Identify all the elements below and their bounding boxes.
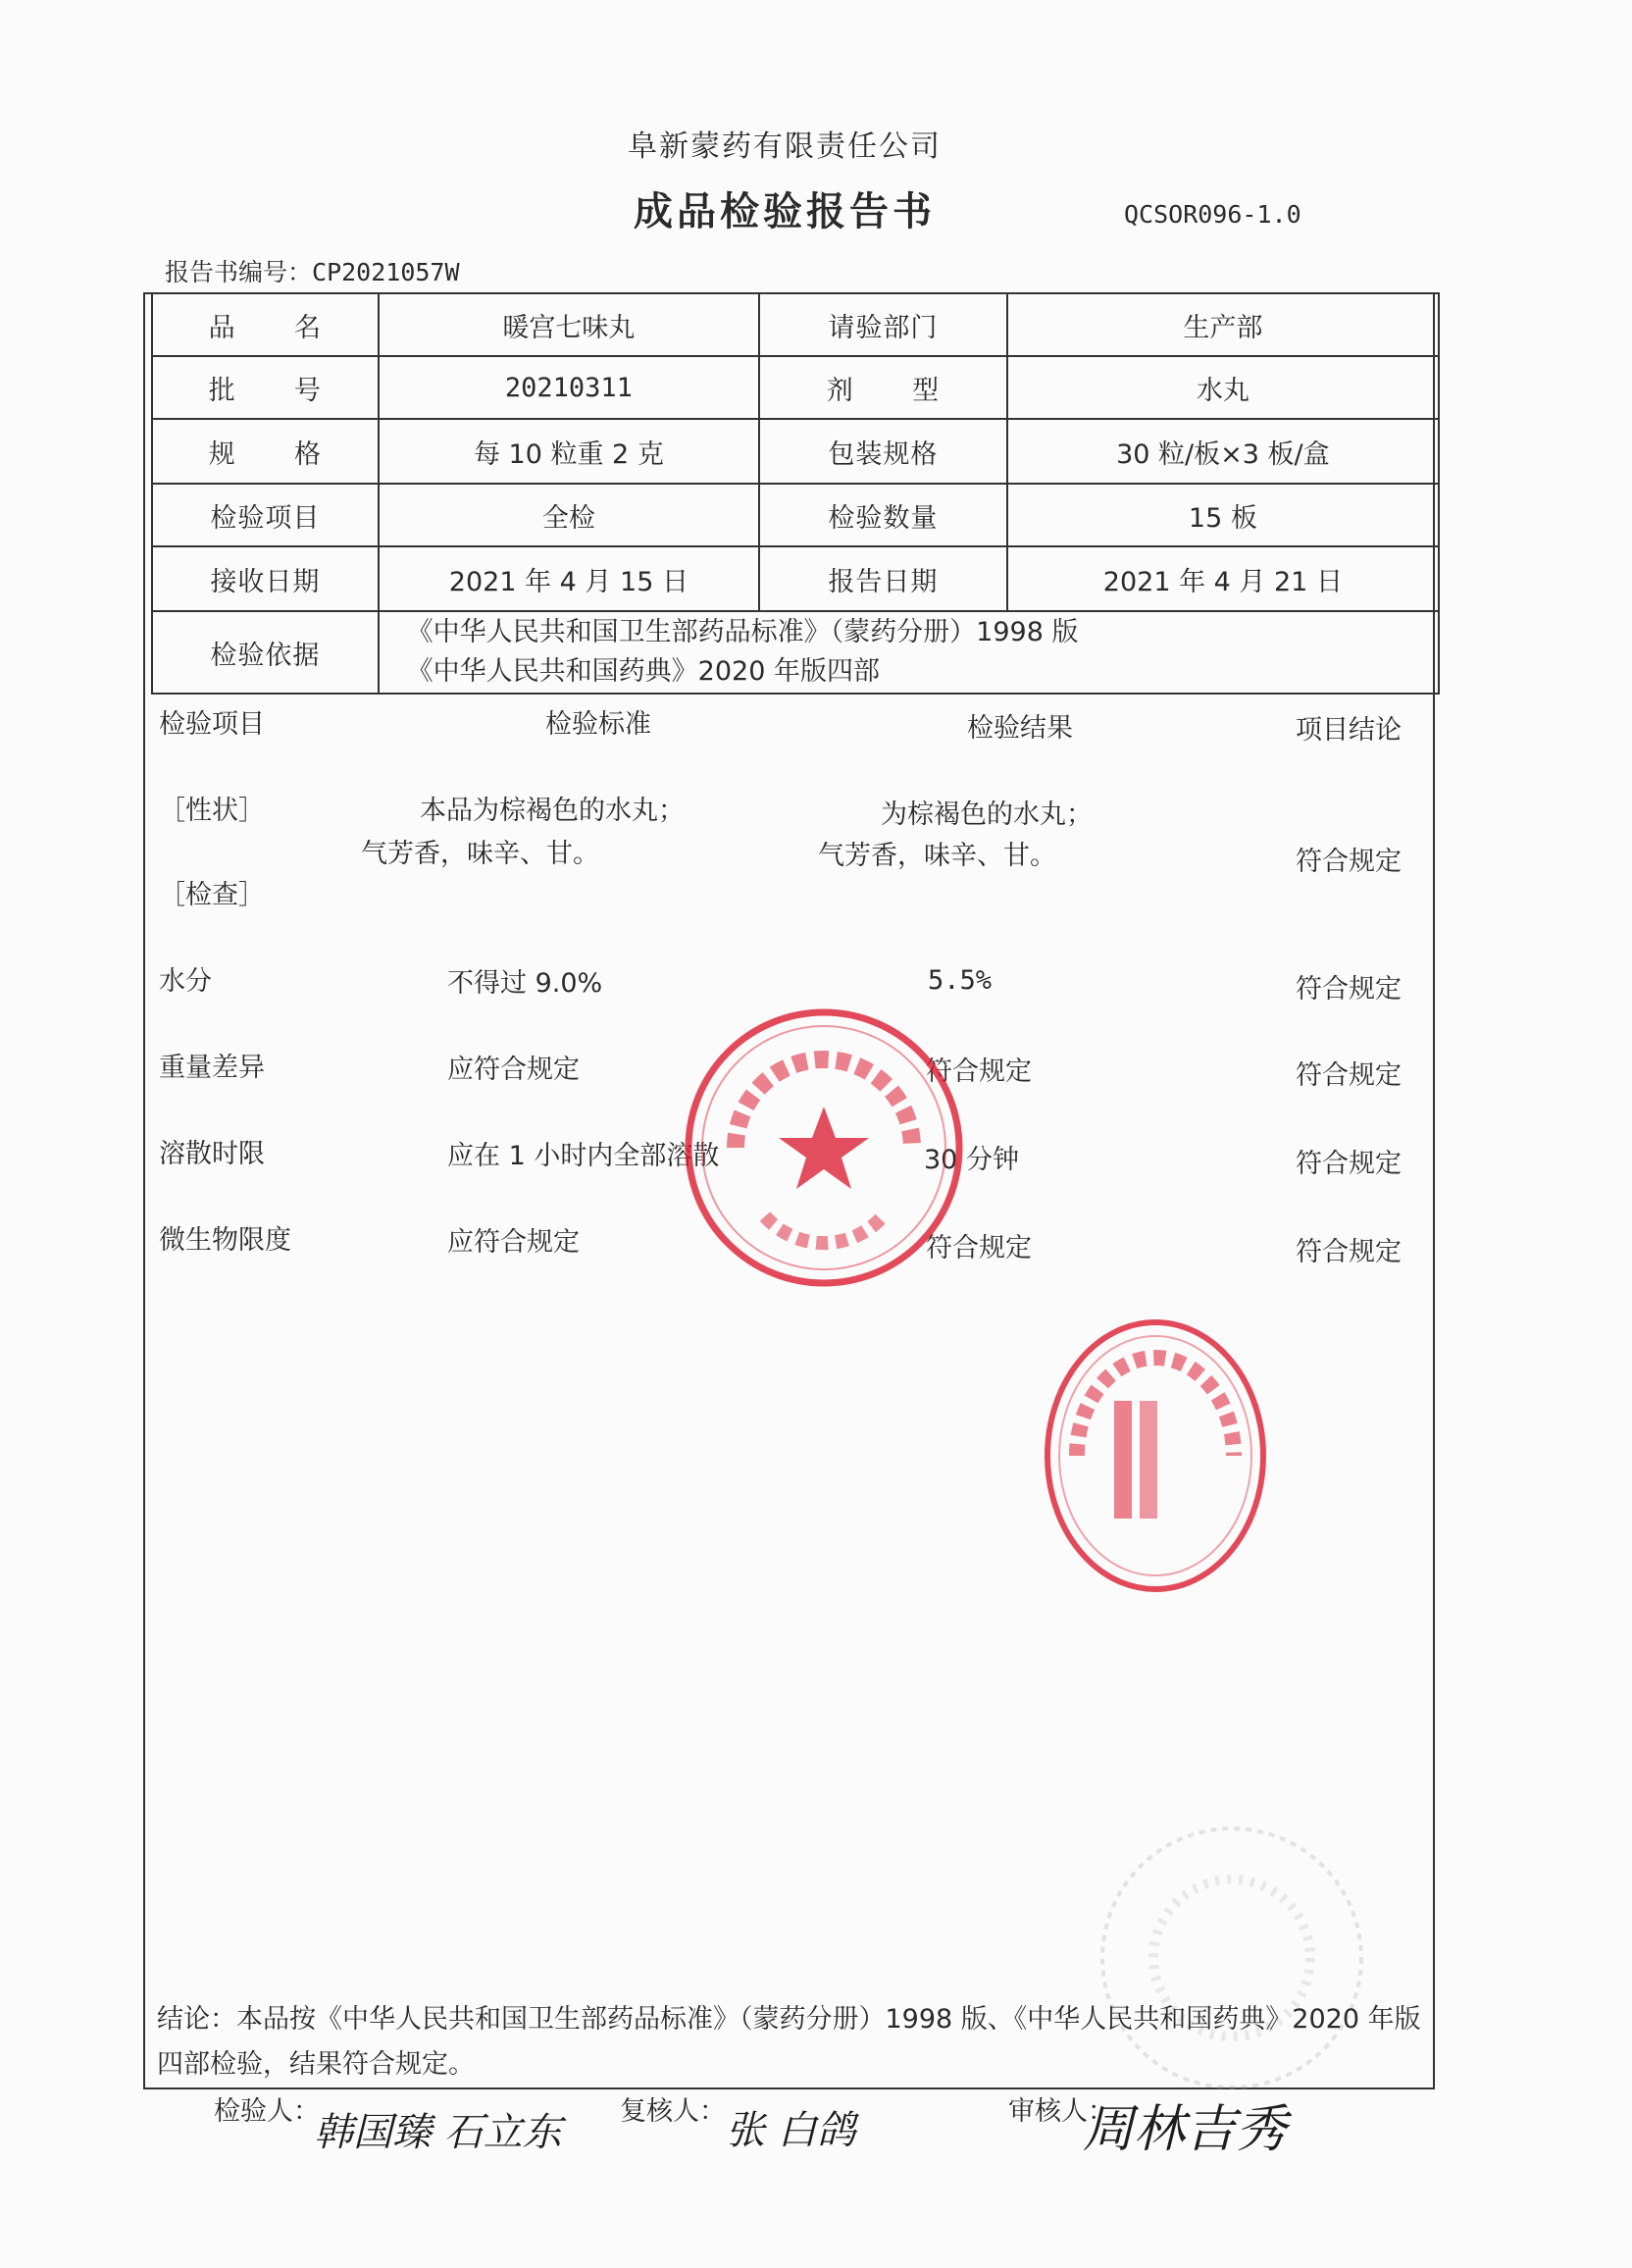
reviewer-label: 复核人： — [620, 2096, 726, 2127]
col-header-result: 检验结果 — [967, 713, 1073, 744]
reviewer-signature: 张 白鸽 — [726, 2108, 856, 2153]
appearance-standard-1: 本品为棕褐色的水丸； — [420, 796, 685, 826]
row-standard: 不得过 9.0% — [447, 968, 603, 999]
inspector-label: 检验人： — [214, 2096, 320, 2127]
basis-line-1: 《中华人民共和国卫生部药品标准》（蒙药分册）1998 版 — [406, 617, 1079, 647]
row-item: 水分 — [159, 966, 212, 997]
row-result: 符合规定 — [926, 1057, 1032, 1087]
row-conclusion: 符合规定 — [1296, 974, 1402, 1005]
dept-value: 生产部 — [1007, 293, 1439, 356]
conclusion-text: 结论：本品按《中华人民共和国卫生部药品标准》（蒙药分册）1998 版、《中华人民共和国药典》2020 年版四部检验，结果符合规定。 — [157, 2004, 1421, 2080]
col-header-conclusion: 项目结论 — [1296, 715, 1402, 746]
row-standard: 应符合规定 — [447, 1227, 580, 1258]
appearance-conclusion: 符合规定 — [1296, 847, 1402, 877]
row-standard: 应符合规定 — [447, 1055, 580, 1085]
basis-label: 检验依据 — [152, 611, 379, 694]
batch-label: 批 号 — [152, 356, 379, 419]
report-date-label: 报告日期 — [759, 546, 1007, 611]
report-number-value: CP2021057W — [312, 258, 460, 286]
package-label: 包装规格 — [759, 419, 1007, 484]
col-header-item: 检验项目 — [159, 709, 265, 740]
spec-value: 每 10 粒重 2 克 — [379, 419, 759, 484]
inspector-signature: 韩国臻 石立东 — [314, 2110, 562, 2155]
row-conclusion: 符合规定 — [1296, 1237, 1402, 1267]
approver-signature: 周林吉秀 — [1083, 2100, 1288, 2159]
test-item-value: 全检 — [379, 484, 759, 546]
check-label: ［检查］ — [159, 880, 265, 910]
quantity-label: 检验数量 — [759, 484, 1007, 546]
report-number — [165, 253, 460, 288]
row-item: 重量差异 — [159, 1053, 265, 1083]
row-item: 溶散时限 — [159, 1139, 265, 1169]
product-name-value: 暖宫七味丸 — [379, 293, 759, 356]
product-name-label: 品 名 — [152, 293, 379, 356]
receive-date-value: 2021 年 4 月 15 日 — [379, 546, 759, 611]
row-item: 微生物限度 — [159, 1225, 291, 1256]
document-title: 成品检验报告书 — [634, 189, 936, 234]
appearance-label: ［性状］ — [159, 796, 265, 826]
basis-line-2: 《中华人民共和国药典》2020 年版四部 — [406, 656, 880, 687]
test-item-label: 检验项目 — [152, 484, 379, 546]
row-standard: 应在 1 小时内全部溶散 — [447, 1141, 720, 1171]
red-seal-stamp-2 — [1038, 1313, 1273, 1599]
spec-label: 规 格 — [152, 419, 379, 484]
appearance-result-1: 为棕褐色的水丸； — [881, 799, 1093, 830]
row-result: 5.5% — [928, 965, 993, 996]
red-seal-stamp-1 — [677, 1001, 971, 1295]
product-info-table — [151, 292, 1440, 695]
dept-label: 请验部门 — [759, 293, 1007, 356]
row-result: 符合规定 — [926, 1233, 1032, 1263]
basis-value — [379, 611, 1439, 694]
approver-label: 审核人： — [1008, 2096, 1114, 2127]
package-value: 30 粒/板×3 板/盒 — [1007, 419, 1439, 484]
report-date-value: 2021 年 4 月 21 日 — [1007, 546, 1439, 611]
col-header-standard: 检验标准 — [545, 709, 651, 740]
batch-value: 20210311 — [379, 356, 759, 419]
row-conclusion: 符合规定 — [1296, 1149, 1402, 1179]
form-label: 剂 型 — [759, 356, 1007, 419]
company-name: 阜新蒙药有限责任公司 — [628, 129, 942, 164]
receive-date-label: 接收日期 — [152, 546, 379, 611]
form-value: 水丸 — [1007, 356, 1439, 419]
report-number-label: 报告书编号： — [165, 258, 313, 286]
document-code: QCSOR096-1.0 — [1124, 200, 1301, 229]
quantity-value: 15 板 — [1007, 484, 1439, 546]
appearance-result-2: 气芳香，味辛、甘。 — [818, 841, 1056, 871]
appearance-standard-2: 气芳香，味辛、甘。 — [361, 839, 599, 869]
row-result: 30 分钟 — [924, 1145, 1019, 1175]
row-conclusion: 符合规定 — [1296, 1060, 1402, 1091]
